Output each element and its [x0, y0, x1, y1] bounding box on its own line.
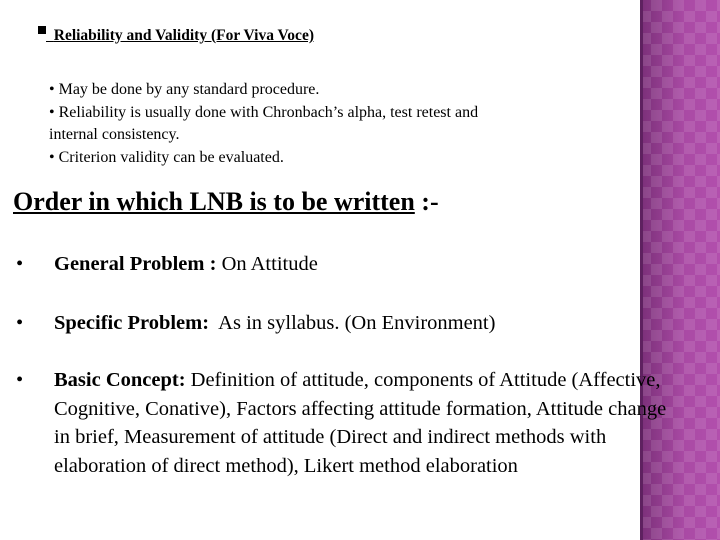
list-item-text: On Attitude — [216, 253, 318, 275]
lnb-order-heading-suffix: :- — [414, 187, 439, 216]
notes-line: • May be done by any standard procedure. — [49, 81, 320, 98]
bullet-dot: • — [16, 253, 24, 275]
bullet-dot: • — [16, 369, 24, 391]
list-item-text: As in syllabus. (On Environment) — [209, 312, 496, 334]
reliability-validity-heading — [38, 26, 314, 45]
list-item-label: Basic Concept: — [54, 369, 186, 391]
square-bullet-icon — [38, 26, 46, 34]
list-item-general-problem — [16, 250, 669, 279]
list-item-specific-problem — [16, 309, 669, 338]
notes-line: internal consistency. — [49, 126, 180, 143]
reliability-validity-heading-text: Reliability and Validity (For Viva Voce) — [53, 27, 314, 44]
list-item-label: Specific Problem: — [54, 312, 210, 334]
list-item-basic-concept — [16, 366, 669, 480]
notes-line: • Criterion validity can be evaluated. — [49, 148, 284, 166]
list-item-label: General Problem : — [54, 253, 217, 275]
notes-line: • Reliability is usually done with Chronbach’s alpha, test retest and — [49, 103, 479, 121]
lnb-order-heading-text: Order in which LNB is to be written — [13, 187, 415, 216]
reliability-notes — [49, 79, 634, 169]
list-item-text: Definition of attitude, components of Attitude (Affective, Cognitive, Conative), Factors affecting attitude formation, Attitude change in brief, Measurement of attitude (Direct and indirect methods with elaboration of direct method), Likert method elaboration — [54, 369, 667, 477]
lnb-order-heading — [13, 187, 439, 217]
bullet-dot: • — [16, 312, 24, 334]
